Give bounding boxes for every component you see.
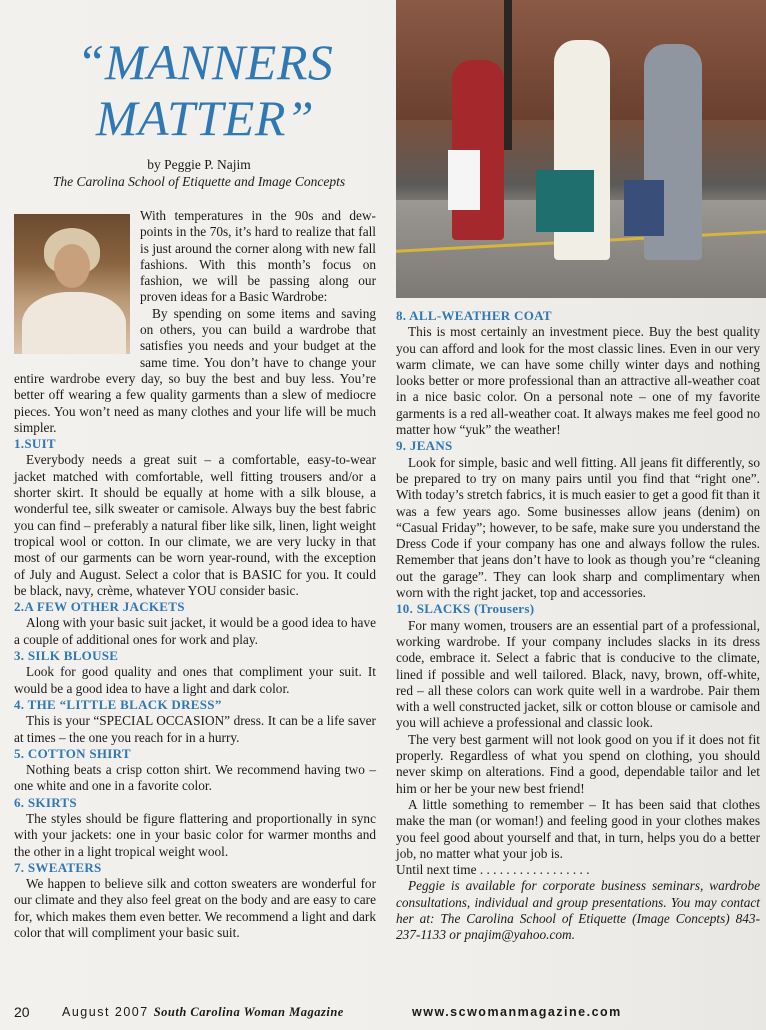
section-heading: 6. SKIRTS xyxy=(14,794,77,810)
section-body: We happen to believe silk and cotton sweaters are wonderful for our climate and they also feel great on the body and are easy to care for, which makes them even better. We recommend a light and dark color that will compliment your basic suit. xyxy=(14,876,376,941)
section-heading: 9. JEANS xyxy=(396,438,453,454)
section-body: Look for simple, basic and well fitting. All jeans fit differently, so be prepared to try on many pairs until you find that “right one”. With today’s stretch fabrics, it is much easier to get a good fit than it was a few years ago. Some businesses allow jeans (denim) on “Casual Friday”; however, to be safe, make sure you understand the Dress Code if your company has one and always follow the rules. Remember that jeans don’t have to look as though you’re “cleaning out the garage”. They can look sharp and complimentary when worn with the right jacket, top and accessories. xyxy=(396,454,760,601)
section-heading: 4. THE “LITTLE BLACK DRESS” xyxy=(14,696,222,712)
section-body: This is your “SPECIAL OCCASION” dress. It can be a life saver at times – the one you reach for in a hurry. xyxy=(14,713,376,745)
closing-paragraph: The very best garment will not look good on you if it does not fit properly. Regardless of what you spend on clothing, you should never skimp on alterations. Find a good, dependable tailor and let him or her be your new best friend! xyxy=(396,731,760,796)
section-body: Everybody needs a great suit – a comfortable, easy-to-wear jacket matched with comfortable, well fitting trousers and/or a shorter skirt. It should be equally at home with a silk blouse, a wonderful tee, silk sweater or camisole. Always buy the best fabric you can find – preferably a natural fiber like silk, linen, light weight tropical wool or cotton. In our climate, we are very lucky in that most of our garments can be worn year-round, with the exception of July and August. Select a color that is BASIC for you. It could be black, navy, crème, whatever YOU consider basic. xyxy=(14,452,376,598)
section-heading: 8. ALL-WEATHER COAT xyxy=(396,308,552,323)
section-body: This is most certainly an investment piece. Buy the best quality you can afford and look for the most classic lines. Even in our very warm climate, we can have some chilly winter days and nothing looks better or more professional than an attractive all-weather coat in a nice basic color. On a personal note – one of my favorite garments is a red all-weather coat. It always makes me feel good no matter how “yuk” the weather! xyxy=(396,324,760,438)
section-body: For many women, trousers are an essential part of a professional, working wardrobe. If your company includes slacks in its dress code, embrace it. Select a fabric that is conducive to the climate, lined if possible and well tailored. Black, navy, brown, off-white, red – all these colors can work quite well in a wardrobe. Pair them with a well constructed jacket, silk or cotton blouse or camisole and you will achieve a professional and classic look. xyxy=(396,617,760,731)
signoff: Until next time . . . . . . . . . . . . . . . . . xyxy=(396,862,590,878)
section-body: Nothing beats a crisp cotton shirt. We recommend having two – one white and one in a favorite color. xyxy=(14,762,376,794)
right-column xyxy=(396,308,760,944)
magazine-name: South Carolina Woman Magazine xyxy=(153,1005,344,1019)
section-heading: 5. COTTON SHIRT xyxy=(14,745,131,761)
section-body: The styles should be figure flattering and proportionally in sync with your jackets: one in your basic color for warmer months and the other in a light tropical weight wool. xyxy=(14,810,376,859)
issue-info xyxy=(62,1005,344,1020)
section-body: Look for good quality and ones that compliment your suit. It would be a good idea to have a light and dark color. xyxy=(14,664,376,696)
left-column xyxy=(14,208,376,941)
section-heading: 10. SLACKS (Trousers) xyxy=(396,601,535,617)
author-bio: Peggie is available for corporate business seminars, wardrobe consultations, individual and group presentations. You may contact her at: The Carolina School of Etiquette (Image Concepts) 843-237-1133 or pnajim@yahoo.com. xyxy=(396,878,760,943)
author-name: by Peggie P. Najim xyxy=(147,157,251,172)
shoppers-photo xyxy=(396,0,766,298)
section-heading: 2.A FEW OTHER JACKETS xyxy=(14,599,185,615)
page-number: 20 xyxy=(14,1004,30,1020)
closing-paragraph: A little something to remember – It has been said that clothes make the man (or woman!) and feeling good in your clothes makes you feel good about yourself and that, in turn, helps you do a better job, no matter what your job is. xyxy=(396,796,760,861)
author-portrait xyxy=(14,214,130,354)
magazine-url[interactable]: www.scwomanmagazine.com xyxy=(412,1005,622,1019)
section-heading: 7. SWEATERS xyxy=(14,859,102,875)
section-heading: 3. SILK BLOUSE xyxy=(14,648,119,664)
page-footer xyxy=(0,1002,766,1026)
byline xyxy=(14,156,384,190)
section-heading: 1.SUIT xyxy=(14,436,56,452)
article-title: “MANNERS MATTER” xyxy=(76,34,334,146)
issue-date: August 2007 xyxy=(62,1005,149,1019)
section-body: Along with your basic suit jacket, it would be a good idea to have a couple of additional ones for work and play. xyxy=(14,615,376,647)
intro-paragraph: With temperatures in the 90s and dew-points in the 70s, it’s hard to realize that fall is just around the corner along with new fall fashions. With this month’s focus on fashion, we will be passing along our proven ideas for a Basic Wardrobe: xyxy=(140,208,376,305)
intro-paragraph: By spending on some items and saving on others, you can build a wardrobe that satisfies you needs and your budget at the same time. You don’t have to change your entire wardrobe every day, so buy the best and buy less. You’re better off wearing a few quality garments than a slew of mediocre pieces. You won’t need as many clothes and your life will be much simpler. xyxy=(14,305,376,435)
author-organization: The Carolina School of Etiquette and Image Concepts xyxy=(52,174,346,189)
